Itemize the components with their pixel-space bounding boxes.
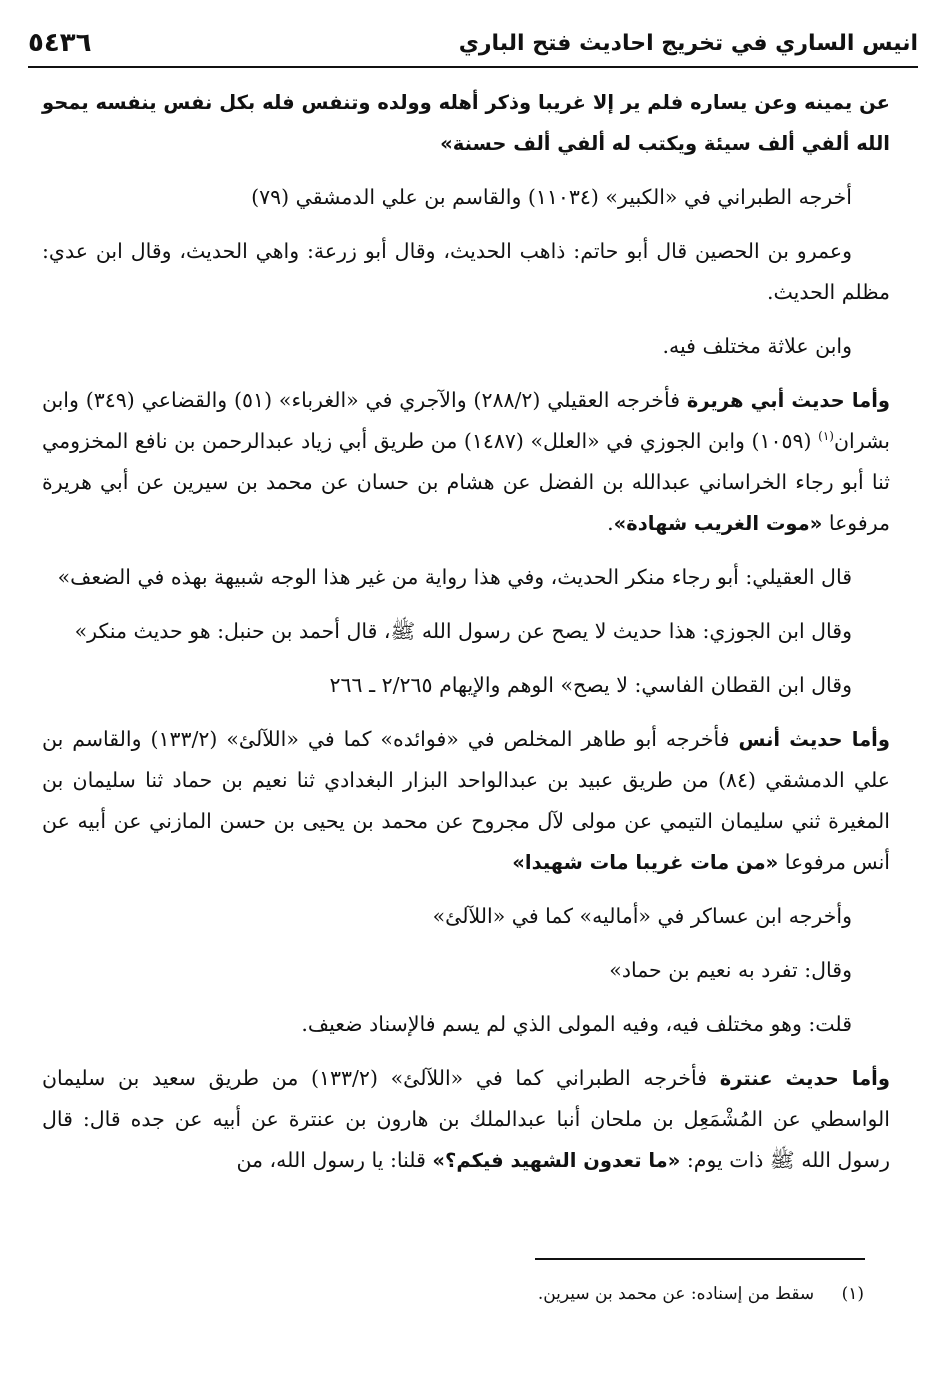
footnote-ref: (١) xyxy=(818,429,834,444)
text-run: (١٠٥٩) وابن الجوزي في «العلل» (١٤٨٧) من طريق أبي زياد عبدالرحمن بن نافع المخزومي ثنا أبو رجاء الخراساني عبدالله بن الفضل عن هشام بن حسان عن محمد بن سيرين عن أبي هريرة مرفوعا xyxy=(42,429,890,535)
bold-text: «من مات غريبا مات شهيدا» xyxy=(512,851,779,874)
bold-text: «موت الغريب شهادة» xyxy=(613,512,823,535)
text-run: وعمرو بن الحصين قال أبو حاتم: ذاهب الحديث، وقال أبو زرعة: واهي الحديث، وقال ابن عدي: مظلم الحديث. xyxy=(42,239,890,304)
text-run: . xyxy=(607,511,614,535)
running-title: انيس الساري في تخريج احاديث فتح الباري xyxy=(458,30,918,56)
paragraph xyxy=(42,1004,890,1045)
footnote-number: (١) xyxy=(841,1284,864,1304)
paragraph xyxy=(42,665,890,706)
paragraph xyxy=(42,896,890,937)
bold-text: عن يمينه وعن يساره فلم ير إلا غريبا وذكر أهله وولده وتنفس فله بكل نفس ينفسه يمحو الله ألفي ألف سيئة ويكتب له ألفي ألف حسنة» xyxy=(42,91,890,155)
paragraph xyxy=(42,82,890,164)
text-run: وقال ابن الجوزي: هذا حديث لا يصح عن رسول الله ﷺ، قال أحمد بن حنبل: هو حديث منكر» xyxy=(74,619,852,643)
bold-text: «ما تعدون الشهيد فيكم؟» xyxy=(432,1149,681,1172)
footnote-text: سقط من إسناده: عن محمد بن سيرين. xyxy=(537,1284,815,1304)
page-number: ٥٤٣٦ xyxy=(28,28,92,58)
paragraph xyxy=(42,611,890,652)
text-run: وابن علاثة مختلف فيه. xyxy=(662,334,852,358)
text-run: أخرجه الطبراني في «الكبير» (١١٠٣٤) والقاسم بن علي الدمشقي (٧٩) xyxy=(251,185,852,209)
bold-text: وأما حديث عنترة xyxy=(719,1067,890,1090)
paragraph xyxy=(42,380,890,544)
text-run: وأخرجه ابن عساكر في «أماليه» كما في «اللآلئ» xyxy=(432,904,852,928)
paragraph xyxy=(42,177,890,218)
page-header xyxy=(28,22,918,64)
paragraph xyxy=(42,557,890,598)
text-run: فأخرجه أبو طاهر المخلص في «فوائده» كما في «اللآلئ» (١٣٣/٢) والقاسم بن علي الدمشقي (٨٤) من طريق عبيد بن عبدالواحد البزار البغدادي ثنا نعيم بن حماد ثنا سليمان بن المغيرة ثني سليمان التيمي عن مولى لآل مجروح عن محمد بن يحيى بن حسن المازني عن أبيه عن أنس مرفوعا xyxy=(42,727,890,874)
paragraph xyxy=(42,1058,890,1181)
footnote xyxy=(164,1280,864,1308)
text-run: فأخرجه العقيلي (٢٨٨/٢) والآجري في «الغرباء» (٥١) والقضاعي (٣٤٩) وابن بشران xyxy=(42,388,891,453)
bold-text: وأما حديث أنس xyxy=(738,728,890,751)
main-text xyxy=(42,82,890,1194)
paragraph xyxy=(42,950,890,991)
text-run: قال العقيلي: أبو رجاء منكر الحديث، وفي هذا رواية من غير هذا الوجه شبيهة بهذه في الضعف» xyxy=(57,565,852,589)
text-run: قلت: وهو مختلف فيه، وفيه المولى الذي لم يسم فالإسناد ضعيف. xyxy=(301,1012,852,1036)
text-run: وقال: تفرد به نعيم بن حماد» xyxy=(609,958,852,982)
footnote-separator xyxy=(535,1258,865,1260)
paragraph xyxy=(42,719,890,883)
text-run: فأخرجه الطبراني كما في «اللآلئ» (١٣٣/٢) من طريق سعيد بن سليمان الواسطي عن المُشْمَعِل بن ملحان أنبا عبدالملك بن هارون بن عنترة عن أبيه عن جده قال: قال رسول الله ﷺ ذات يوم: xyxy=(42,1066,890,1172)
paragraph xyxy=(42,326,890,367)
bold-text: وأما حديث أبي هريرة xyxy=(686,389,891,412)
text-run: وقال ابن القطان الفاسي: لا يصح» الوهم والإيهام ٢/٢٦٥ ـ ٢٦٦ xyxy=(329,673,852,697)
header-rule xyxy=(28,66,918,68)
text-run: قلنا: يا رسول الله، من xyxy=(236,1148,433,1172)
paragraph xyxy=(42,231,890,313)
